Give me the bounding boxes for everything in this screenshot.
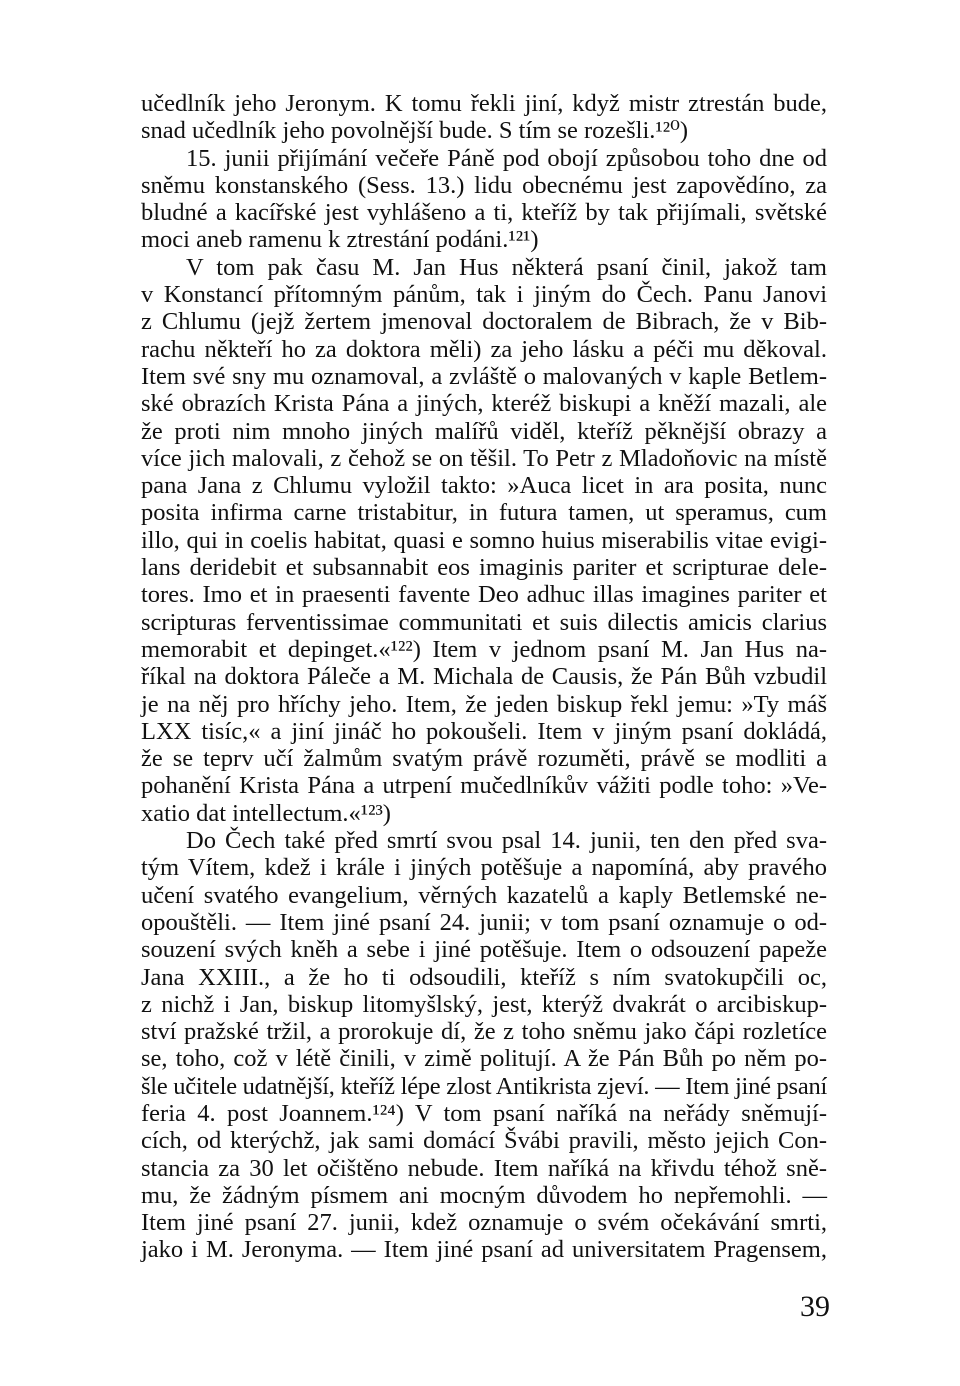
text-line: cích, od kterýchž, jak sami domácí Švábi pravili, město jejich Con-: [141, 1127, 827, 1155]
text-line: illo, qui in coelis habitat, quasi e somno huius miserabilis vitae evigi-: [141, 526, 827, 554]
text-line: feria 4. post Joannem.¹²⁴) V tom psaní naříká na neřády sněmují-: [141, 1099, 827, 1127]
text-line: memorabit et depinget.«¹²²) Item v jednom psaní M. Jan Hus na-: [141, 635, 827, 663]
text-line: lans deridebit et subsannabit eos imaginis pariter et scripturae dele-: [141, 554, 827, 582]
body-text: [141, 90, 827, 1264]
text-line: souzení svých kněh a sebe i jiné potěšuje. Item o odsouzení papeže: [141, 936, 827, 964]
text-line: tým Vítem, kdež i krále i jiných potěšuje a napomíná, aby pravého: [141, 854, 827, 882]
text-line: mu, že žádným písmem ani mocným důvodem ho nepřemohli. —: [141, 1181, 827, 1209]
text-line: bludné a kacířské jest vyhlášeno a ti, kteříž by tak přijímali, světské: [141, 199, 827, 227]
text-line: z nichž i Jan, biskup litomyšlský, jest, kterýž dvakrát o arcibiskup-: [141, 990, 827, 1018]
text-line: Item jiné psaní 27. junii, kdež oznamuje o svém očekávání smrti,: [141, 1209, 827, 1237]
text-line: V tom pak času M. Jan Hus některá psaní činil, jakož tam: [186, 253, 827, 281]
text-line: posita infirma carne tristabitur, in futura tamen, ut speramus, cum: [141, 499, 827, 527]
page-number: 39: [800, 1290, 830, 1323]
text-line: stancia za 30 let očištěno nebude. Item naříká na křivdu téhož sně-: [141, 1154, 827, 1182]
text-line: je na něj pro hříchy jeho. Item, že jeden biskup řekl jemu: »Ty máš: [141, 690, 827, 718]
text-line: LXX tisíc,« a jiní jináč ho pokoušeli. Item v jiným psaní dokládá,: [141, 717, 827, 745]
text-line: ství pražské tržil, a prorokuje dí, že z toho sněmu jako čápi rozletíce: [141, 1018, 827, 1046]
text-line: sněmu konstanského (Sess. 13.) lidu obecnému jest zapovědíno, za: [141, 171, 827, 199]
text-line: tores. Imo et in praesenti favente Deo adhuc illas imagines pariter et: [141, 581, 827, 609]
text-line: rachu někteří ho za doktora měli) za jeho lásku a péči mu děkoval.: [141, 335, 827, 363]
text-line: ské obrazích Krista Pána a jiných, kteréž biskupi a kněží mazali, ale: [141, 390, 827, 418]
text-line: Do Čech také před smrtí svou psal 14. junii, ten den před sva-: [186, 827, 827, 855]
text-line: scripturas ferventissimae communitati et suis dilectis amicis clarius: [141, 608, 827, 636]
text-line: 15. junii přijímání večeře Páně pod obojí způsobou toho dne od: [186, 144, 827, 172]
text-line: moci aneb ramenu k ztrestání podáni.¹²¹): [141, 226, 539, 254]
text-line: že proti nim mnoho jiných malířů viděl, kteříž pěknější obrazy a: [141, 417, 827, 445]
text-line: pohanění Krista Pána a utrpení mučedlníkův vážiti podle toho: »Ve-: [141, 772, 827, 800]
text-line: učedlník jeho Jeronym. K tomu řekli jiní, když mistr ztrestán bude,: [141, 90, 827, 117]
text-line: Item své sny mu oznamoval, a zvláště o malovaných v kaple Betlem-: [141, 362, 827, 390]
text-line: že se teprv učí žalmům svatým právě rozuměti, právě se modliti a: [141, 745, 827, 773]
text-line: říkal na doktora Páleče a M. Michala de Causis, že Pán Bůh vzbudil: [141, 663, 827, 691]
text-line: více jich malovali, z čehož se on těšil. To Petr z Mladoňovic na místě: [141, 444, 827, 472]
text-line: Jana XXIII., a že ho ti odsoudili, kteříž s ním svatokupčili oc,: [141, 963, 827, 991]
text-line: učení svatého evangelium, věrných kazatelů a kaply Betlemské ne-: [141, 881, 827, 909]
text-line: šle učitele udatnější, kteříž lépe zlost Antikrista zjeví. — Item jiné psaní: [141, 1072, 827, 1100]
text-line: z Chlumu (jejž žertem jmenoval doctoralem de Bibrach, že v Bib-: [141, 308, 827, 336]
text-line: jako i M. Jeronyma. — Item jiné psaní ad universitatem Pragensem,: [141, 1236, 827, 1264]
text-line: xatio dat intellectum.«¹²³): [141, 799, 391, 827]
text-line: se, toho, což v létě činili, v zimě politují. A že Pán Bůh po něm po-: [141, 1045, 827, 1073]
text-line: v Konstancí přítomným pánům, tak i jiným do Čech. Panu Janovi: [141, 281, 827, 309]
text-line: snad učedlník jeho povolnější bude. S tím se rozešli.¹²⁰): [141, 117, 689, 145]
text-line: opouštěli. — Item jiné psaní 24. junii; v tom psaní oznamuje o od-: [141, 908, 827, 936]
text-line: pana Jana z Chlumu vyložil takto: »Auca licet in ara posita, nunc: [141, 472, 827, 500]
